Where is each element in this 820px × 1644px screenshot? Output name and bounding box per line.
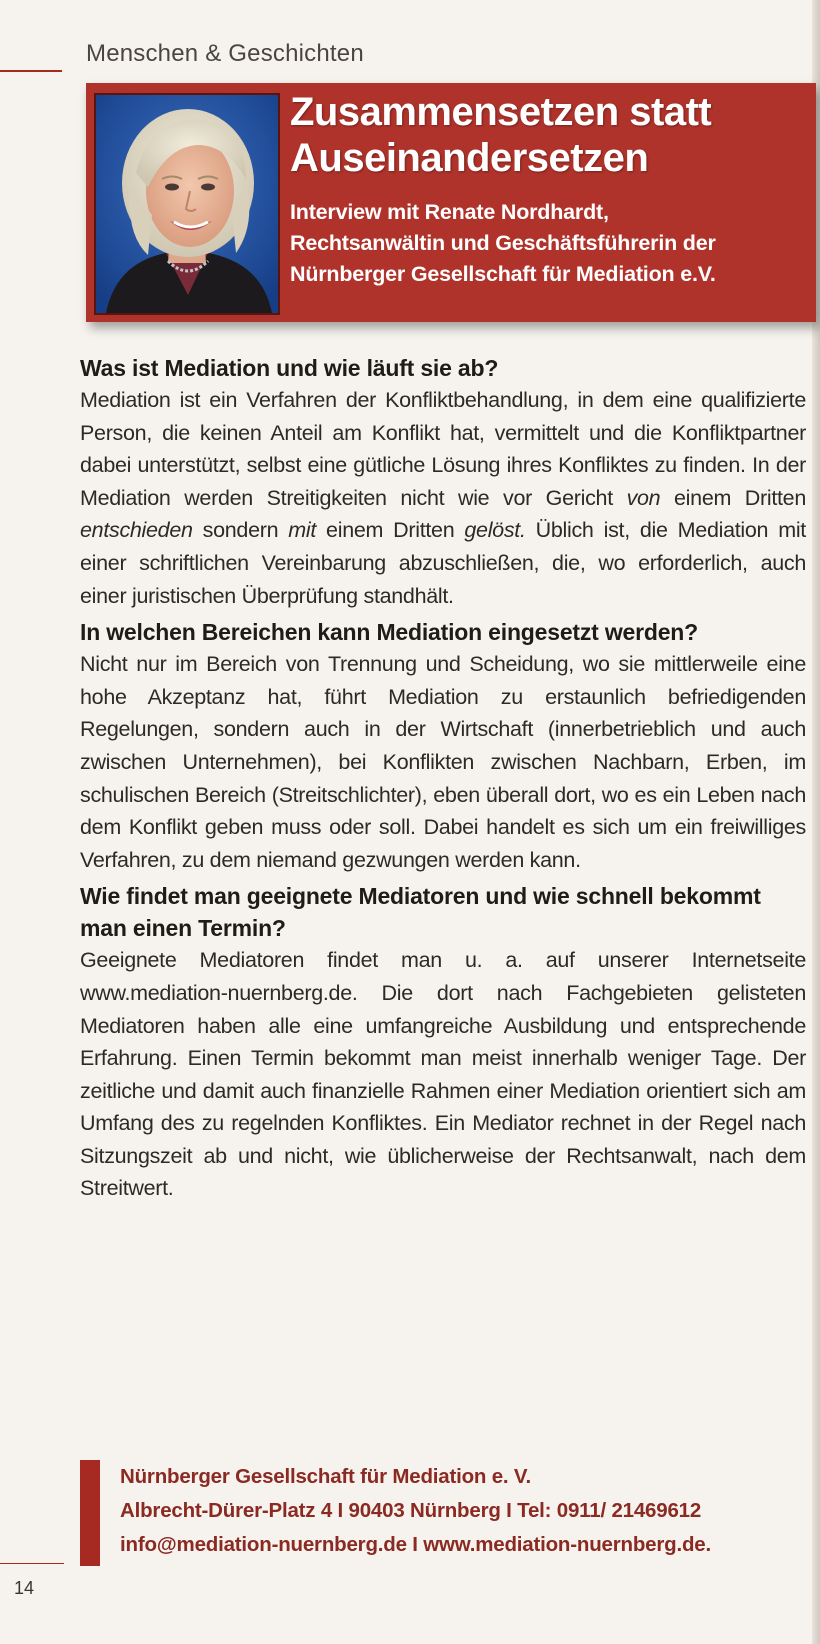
subhead-line-2: Rechtsanwältin und Geschäftsführerin der — [290, 231, 716, 255]
contact-box — [80, 1460, 800, 1566]
answer-1-text-d: einem Dritten — [316, 518, 465, 543]
footer-rule — [0, 1563, 64, 1564]
section-label: Menschen & Geschichten — [86, 40, 364, 67]
answer-1 — [80, 384, 806, 612]
subhead-line-3: Nürnberger Gesellschaft für Mediation e.V. — [290, 262, 716, 286]
contact-email-website: info@mediation-nuernberg.de I www.mediation-nuernberg.de. — [120, 1533, 711, 1556]
article-header-box — [86, 83, 816, 322]
answer-1-text-b: einem Dritten — [660, 485, 806, 510]
question-1: Was ist Mediation und wie läuft sie ab? — [80, 355, 499, 381]
section-rule — [0, 70, 62, 72]
answer-2: Nicht nur im Bereich von Trennung und Scheidung, wo sie mittlerweile eine hohe Akzeptanz hat, führt Mediation zu erstaunlich befriedigenden Regelungen, sondern auch in der Wirtschaft (innerbetrieblich und auch zwischen Unternehmen), bei Konflikten zwischen Nachbarn, Erben, im schulischen Bereich (Streitschlichter), eben überall dort, wo es ein Leben nach dem Konflikt geben muss oder soll. Dabei handelt es sich um ein freiwilliges Verfahren, zu dem niemand gezwungen werden kann. — [80, 652, 806, 872]
portrait-illustration — [96, 95, 278, 313]
contact-accent-bar — [80, 1460, 100, 1566]
header-text — [290, 89, 806, 290]
contact-organization: Nürnberger Gesellschaft für Mediation e. V. — [120, 1465, 531, 1488]
question-3: Wie findet man geeignete Mediatoren und wie schnell bekommt man einen Termin? — [80, 883, 761, 942]
answer-1-italic-entschieden: entschieden — [80, 518, 193, 543]
answer-1-italic-von: von — [626, 485, 661, 510]
portrait-photo — [94, 93, 280, 315]
answer-1-italic-geloest: gelöst. — [464, 518, 526, 543]
contact-lines — [120, 1460, 711, 1562]
answer-1-text-c: sondern — [192, 518, 289, 543]
answer-3: Geeignete Mediatoren findet man u. a. auf unserer Internetseite www.mediation-nuernberg.de. Die dort nach Fachgebieten gelisteten Mediatoren haben alle eine umfangreiche Ausbildung und entsprechende Erfahrung. Einen Termin bekommt man meist innerhalb weniger Tage. Der zeitliche und damit auch finanzielle Rahmen einer Mediation orientiert sich am Umfang des zu regelnden Konfliktes. Ein Mediator rechnet in der Regel nach Sitzungszeit ab und nicht, wie üblicherweise der Rechtsanwalt, nach dem Streitwert. — [80, 948, 806, 1201]
answer-1-text-a: Mediation ist ein Verfahren der Konfliktbehandlung, in dem eine qualifizierte Person, die keinen Anteil am Konflikt hat, vermittelt und die Konfliktpartner dabei unterstützt, selbst eine gütliche Lösung ihres Konfliktes zu finden. In der Mediation werden Streitigkeiten nicht wie vor Gericht — [80, 388, 806, 510]
contact-address-phone: Albrecht-Dürer-Platz 4 I 90403 Nürnberg I Tel: 0911/ 21469612 — [120, 1499, 702, 1522]
interview-body — [80, 352, 806, 1209]
headline-line-2: Auseinandersetzen — [290, 136, 649, 180]
answer-1-italic-mit: mit — [288, 518, 317, 543]
answer-1-text-e: Üblich ist, die Mediation mit einer schriftlichen Vereinbarung abzuschließen, die, wo erforderlich, auch einer juristischen Überprüfung standhält. — [80, 518, 806, 608]
headline-line-1: Zusammensetzen statt — [290, 90, 712, 134]
subhead-line-1: Interview mit Renate Nordhardt, — [290, 200, 609, 224]
article-subheadline — [290, 197, 806, 290]
question-2: In welchen Bereichen kann Mediation eingesetzt werden? — [80, 619, 699, 646]
article-headline — [290, 89, 806, 181]
page-number: 14 — [14, 1578, 35, 1598]
